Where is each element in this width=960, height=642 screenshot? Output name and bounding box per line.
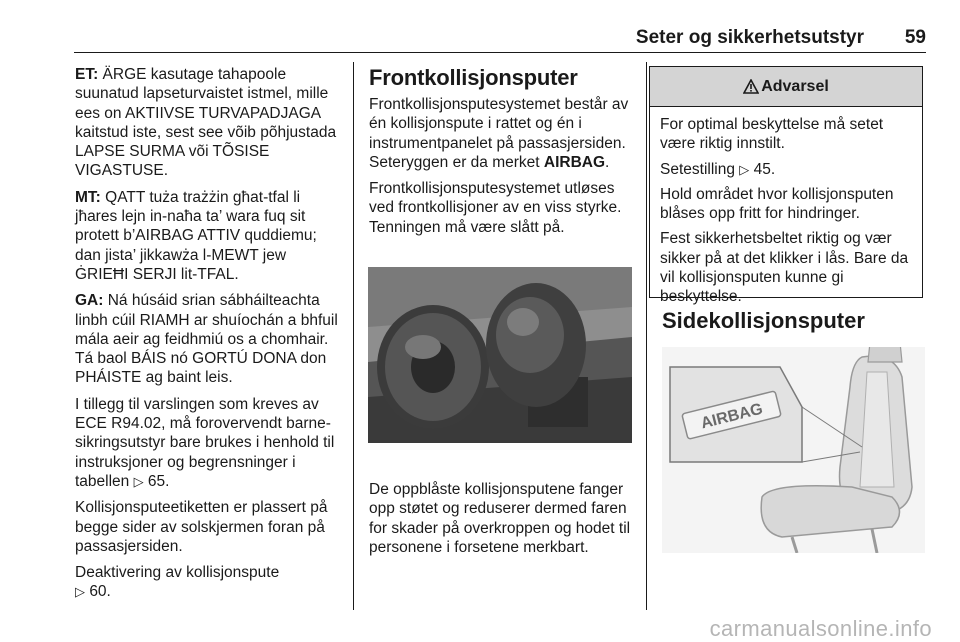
section-heading-side: Sidekollisjonsputer bbox=[662, 308, 865, 333]
paragraph-deactivation bbox=[75, 563, 343, 602]
paragraph-ga bbox=[75, 291, 343, 387]
airbag-seat-label: AIRBAG bbox=[699, 400, 765, 433]
side-airbag-illustration bbox=[662, 347, 925, 553]
lang-label-ga: GA: bbox=[75, 292, 104, 310]
warning-text-2 bbox=[660, 160, 912, 179]
column-1 bbox=[75, 65, 343, 609]
header-title: Seter og sikkerhetsutstyr bbox=[635, 27, 864, 48]
paragraph-label: Kollisjonsputeetiketten er plassert på begge sider av solskjermen foran på passasjersiden. bbox=[75, 499, 328, 555]
section-heading-front: Frontkollisjonsputer bbox=[369, 65, 578, 90]
warning-text-1: For optimal beskyttelse må setet være riktig innstilt. bbox=[660, 116, 884, 153]
arrow-ref-icon: ▷ bbox=[739, 161, 750, 177]
text-front-1a: Frontkollisjonsputesystemet består av én kollisjonspute i rattet og én i instrumentpanelet på passasjersiden. Seteryggen er da merket bbox=[369, 96, 629, 171]
column-divider-2 bbox=[646, 62, 647, 610]
warning-box bbox=[649, 66, 923, 306]
link-ref-45[interactable]: 45. bbox=[753, 160, 776, 178]
arrow-ref-icon: ▷ bbox=[75, 584, 85, 600]
text-mt: QATT tuża trażżin għat-tfal li jħares lejn in-naħa ta’ wara fuq sit protett b’AIRBAG ATTIV quddiemu; dan jista’ jikkawża l-MEWT jew ĠRIEĦI SERJI lit-TFAL. bbox=[75, 188, 317, 283]
column-divider-1 bbox=[353, 62, 354, 610]
text-et: ÄRGE kasutage tahapoole suunatud lapseturvaistet istmel, mille ees on AKTIIVSE TURVAPADJAGA kaitstud iste, sest see võib põhjustada LAPSE SURMA või TÕSISE VIGASTUSE. bbox=[75, 66, 337, 180]
photo-caption-block bbox=[369, 480, 633, 564]
arrow-ref-icon: ▷ bbox=[133, 473, 144, 489]
text-deactivation: Deaktivering av kollisjonspute bbox=[75, 564, 280, 582]
warning-header bbox=[650, 67, 922, 107]
front-airbag-illustration bbox=[368, 267, 632, 443]
warning-title: Advarsel bbox=[761, 77, 829, 95]
text-airbag-bold: AIRBAG bbox=[543, 153, 606, 171]
text-front-1c: . bbox=[605, 153, 610, 171]
paragraph-et bbox=[75, 65, 343, 181]
page-number: 59 bbox=[904, 27, 926, 48]
seat-illustration bbox=[662, 347, 925, 553]
paragraph-ece bbox=[75, 395, 343, 491]
link-ref-60[interactable]: 60. bbox=[89, 583, 111, 601]
link-ref-65[interactable]: 65. bbox=[147, 472, 170, 490]
paragraph-mt bbox=[75, 188, 343, 284]
paragraph-front-2: Frontkollisjonsputesystemet utløses ved frontkollisjoner av en viss styrke. Tenningen må være slått på. bbox=[369, 180, 622, 236]
photo-caption: De oppblåste kollisjonsputene fanger opp støtet og reduserer dermed faren for skader på overkroppen og hodet til personene i forsetene merkbart. bbox=[369, 481, 631, 556]
warning-text-3: Hold området hvor kollisjonsputen blåses opp fritt for hindringer. bbox=[660, 185, 894, 223]
column-2 bbox=[369, 65, 633, 244]
warning-body bbox=[650, 107, 922, 307]
warning-text-4: Fest sikkerhetsbeltet riktig og vær sikker på at det klikker i lås. Bare da vil kollisjonsputen kunne gi beskyttelse. bbox=[660, 230, 909, 306]
lang-label-et: ET: bbox=[75, 66, 99, 83]
page-header bbox=[74, 0, 926, 53]
paragraph-front-1 bbox=[369, 95, 633, 172]
front-airbag-photo bbox=[368, 267, 632, 443]
lang-label-mt: MT: bbox=[75, 188, 101, 206]
text-ga: Ná húsáid srian sábháilteachta linbh cúil RIAMH ar shuíochán a bhfuil mála aeir ag feidhmiú os a chomhair. Tá baol BÁIS nó GORTÚ DONA don PHÁISTE ag baint leis. bbox=[75, 292, 338, 387]
text-ece: I tillegg til varslingen som kreves av ECE R94.02, må forovervendt barnesikringsutstyr bare brukes i henhold til instruksjoner og begrensninger i tabellen bbox=[75, 395, 335, 490]
warning-triangle-icon bbox=[743, 79, 759, 94]
watermark: carmanualsonline.info bbox=[709, 616, 932, 641]
text-seat-position: Setestilling bbox=[660, 160, 735, 178]
